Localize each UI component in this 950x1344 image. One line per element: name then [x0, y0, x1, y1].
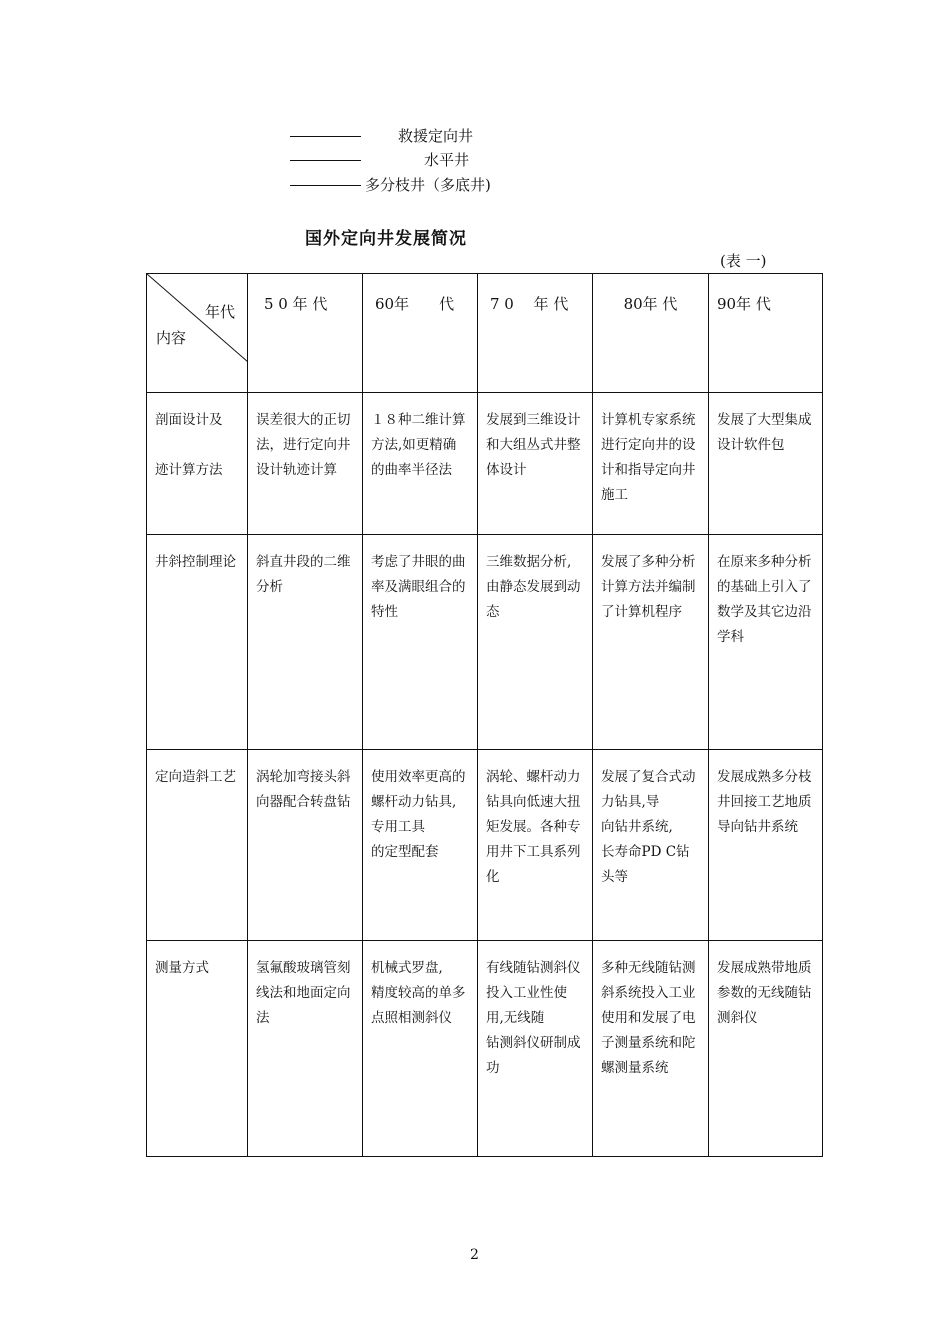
table-row	[147, 941, 823, 1157]
table-cell: 发展了复合式动力钻具,导 向钻井系统, 长寿命PD C钻头等	[593, 750, 709, 941]
table-cell: 计算机专家系统进行定向井的设计和指导定向井施工	[593, 393, 709, 535]
list-item-text: 救援定向井	[398, 127, 474, 145]
table-cell: １８种二维计算 方法,如更精确的曲率半径法	[363, 393, 478, 535]
row-label: 测量方式	[147, 941, 248, 1157]
header-80s: 80年 代	[593, 274, 709, 393]
table-cell: 涡轮、螺杆动力钻具向低速大扭矩发展。各种专用井下工具系列化	[478, 750, 593, 941]
table-header-row	[147, 274, 823, 393]
corner-label-content: 内容	[156, 329, 187, 347]
header-50s: 5 0 年 代	[248, 274, 363, 393]
table-row	[147, 393, 823, 535]
table-cell: 发展到三维设计和大组丛式井整体设计	[478, 393, 593, 535]
list-item-text: 多分枝井（多底井)	[365, 176, 491, 194]
row-label: 剖面设计及 迹计算方法	[147, 393, 248, 535]
table-cell: 三维数据分析,由静态发展到动态	[478, 535, 593, 750]
table-cell: 发展成熟多分枝井回接工艺地质导向钻井系统	[709, 750, 823, 941]
header-60s: 60年 代	[363, 274, 478, 393]
table-row	[147, 750, 823, 941]
corner-cell	[147, 274, 248, 393]
row-label: 定向造斜工艺	[147, 750, 248, 941]
table-cell: 发展成熟带地质参数的无线随钻测斜仪	[709, 941, 823, 1157]
list-dash-line	[290, 160, 361, 161]
row-label: 井斜控制理论	[147, 535, 248, 750]
table-cell: 斜直井段的二维分析	[248, 535, 363, 750]
table-title: 国外定向井发展简况	[305, 229, 467, 249]
list-item-text: 水平井	[424, 151, 470, 169]
table-cell: 机械式罗盘, 精度较高的单多点照相测斜仪	[363, 941, 478, 1157]
header-90s: 90年 代	[709, 274, 823, 393]
table-cell: 涡轮加弯接头斜向器配合转盘钻	[248, 750, 363, 941]
development-table	[146, 273, 823, 1157]
table-cell: 发展了多种分析计算方法并编制了计算机程序	[593, 535, 709, 750]
table-number: (表 一)	[720, 252, 767, 270]
table-cell: 误差很大的正切法，进行定向井设计轨迹计算	[248, 393, 363, 535]
corner-label-era: 年代	[204, 303, 235, 321]
list-dash-line	[290, 136, 361, 137]
table-cell: 使用效率更高的螺杆动力钻具,专用工具 的定型配套	[363, 750, 478, 941]
table-cell: 有线随钻测斜仪投入工业性使用,无线随 钻测斜仪研制成功	[478, 941, 593, 1157]
table-row	[147, 535, 823, 750]
table-cell: 氢氟酸玻璃管刻线法和地面定向法	[248, 941, 363, 1157]
list-dash-line	[290, 185, 361, 186]
header-70s: 7 0 年 代	[478, 274, 593, 393]
table-cell: 多种无线随钻测斜系统投入工业使用和发展了电子测量系统和陀螺测量系统	[593, 941, 709, 1157]
table-cell: 发展了大型集成设计软件包	[709, 393, 823, 535]
table-cell: 考虑了井眼的曲率及满眼组合的特性	[363, 535, 478, 750]
page-number: 2	[470, 1247, 479, 1263]
table-cell: 在原来多种分析的基础上引入了数学及其它边沿学科	[709, 535, 823, 750]
